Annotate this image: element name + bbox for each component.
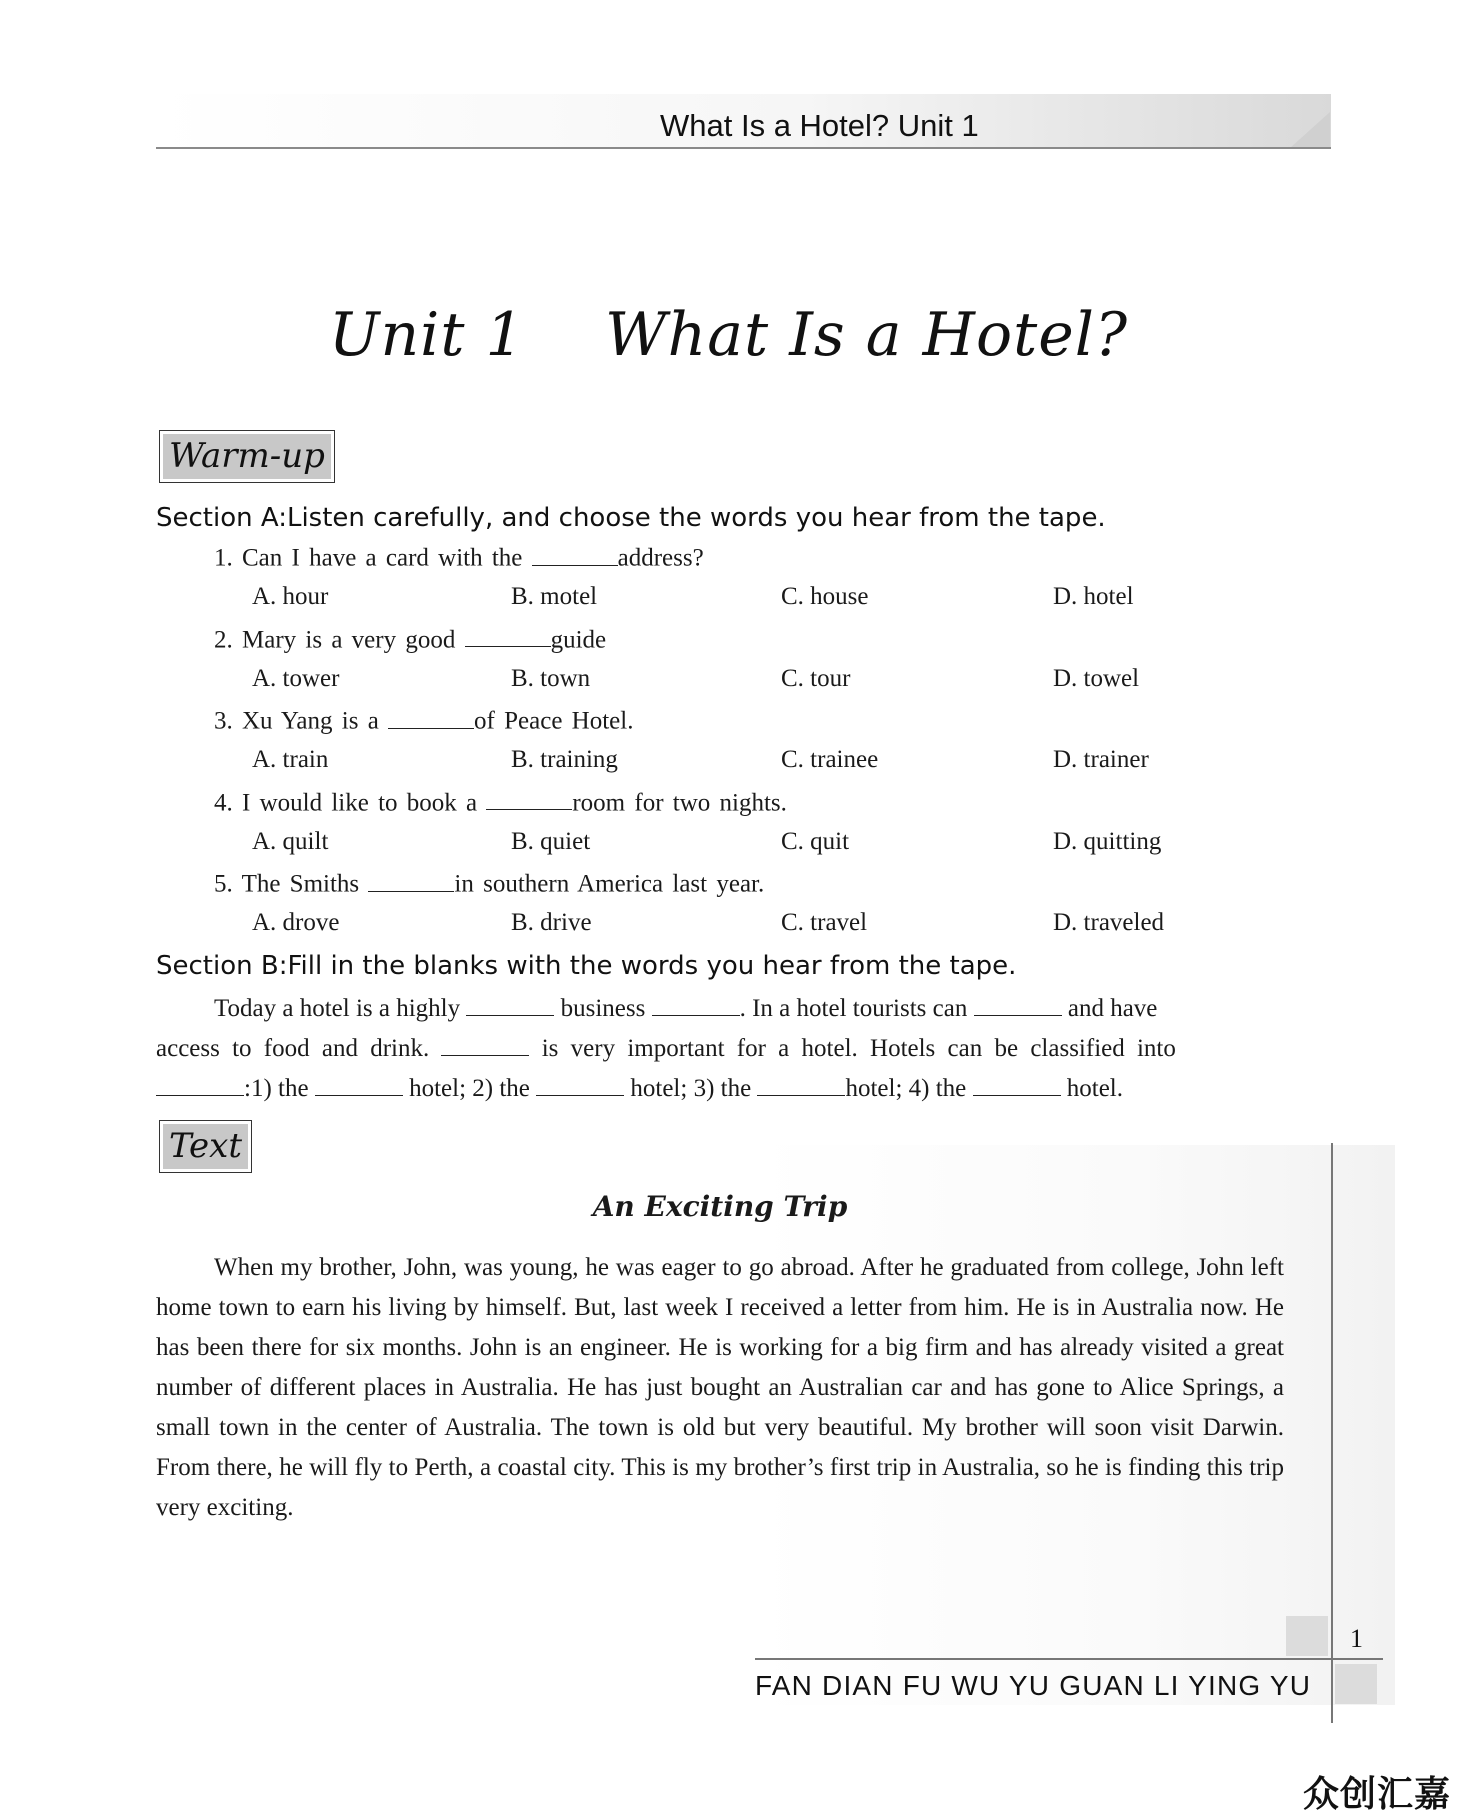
answer-option[interactable]: D. trainer <box>1053 746 1149 773</box>
text-label: Text <box>163 1124 248 1169</box>
answer-option[interactable]: B. quiet <box>511 827 591 855</box>
fill-text: access to food and drink. <box>156 1035 442 1062</box>
answer-option[interactable]: A. quilt <box>252 827 329 855</box>
blank-line <box>156 1073 244 1097</box>
footer-book-title: FAN DIAN FU WU YU GUAN LI YING YU <box>755 1670 1312 1701</box>
question-text: address? <box>617 544 704 572</box>
answer-option[interactable]: D. quitting <box>1053 827 1162 855</box>
fill-text: and have <box>1061 995 1158 1022</box>
footer-horizontal-rule <box>755 1658 1383 1660</box>
question-3 <box>214 705 633 736</box>
question-number: 3. <box>214 707 233 735</box>
header-rule <box>156 147 1331 149</box>
fill-text: Today a hotel is a highly <box>214 995 467 1022</box>
unit-title: Unit 1 What Is a Hotel? <box>328 300 1129 370</box>
blank-line <box>368 868 454 892</box>
fill-text: hotel. <box>1060 1075 1124 1102</box>
answer-option[interactable]: C. trainee <box>781 746 879 773</box>
blank-line <box>388 705 474 729</box>
story-title: An Exciting Trip <box>592 1190 848 1223</box>
question-text: The Smiths <box>241 870 369 898</box>
question-5 <box>214 868 764 899</box>
answer-option[interactable]: B. training <box>511 746 618 773</box>
answer-option[interactable]: A. drove <box>252 909 340 936</box>
fill-text: hotel; 4) the <box>845 1075 973 1102</box>
fill-text: . In a hotel tourists can <box>739 995 974 1022</box>
answer-option[interactable]: A. train <box>252 746 329 773</box>
question-text: Xu Yang is a <box>242 707 389 735</box>
section-b-line-3 <box>156 1069 1284 1109</box>
blank-line <box>466 993 554 1017</box>
question-2 <box>214 624 606 655</box>
answer-option[interactable]: C. quit <box>781 827 850 855</box>
blank-line <box>532 542 618 566</box>
question-number: 1. <box>214 544 233 572</box>
section-b-line-1 <box>156 989 1284 1029</box>
header-corner-decoration <box>1290 112 1330 148</box>
answer-option[interactable]: D. towel <box>1053 664 1140 692</box>
blank-line <box>441 1033 529 1057</box>
blank-line <box>315 1073 403 1097</box>
question-text: Can I have a card with the <box>242 544 532 572</box>
question-number: 2. <box>214 626 233 653</box>
answer-option[interactable]: B. drive <box>511 909 592 936</box>
answer-option[interactable]: A. tower <box>252 664 340 692</box>
question-4 <box>214 787 787 818</box>
blank-line <box>757 1073 845 1097</box>
fill-text: hotel; 2) the <box>402 1075 537 1102</box>
blank-line <box>536 1073 624 1097</box>
section-a-heading: Section A:Listen carefully, and choose the words you hear from the tape. <box>156 503 1106 533</box>
question-text: Mary is a very good <box>242 626 465 653</box>
question-number: 5. <box>214 870 233 898</box>
blank-line <box>465 624 551 648</box>
answer-option[interactable]: C. tour <box>781 664 851 692</box>
footer-square-decoration <box>1335 1664 1377 1704</box>
fill-text: business <box>554 995 652 1022</box>
fill-text: is very important for a hotel. Hotels can be classified into <box>529 1035 1176 1062</box>
section-b-line-2 <box>156 1029 1284 1069</box>
blank-line <box>973 1073 1061 1097</box>
footer-square-decoration <box>1286 1616 1328 1656</box>
answer-option[interactable]: D. hotel <box>1053 583 1134 610</box>
answer-option[interactable]: B. motel <box>511 583 598 610</box>
warmup-label: Warm-up <box>163 434 331 479</box>
blank-line <box>652 993 740 1017</box>
running-header-title: What Is a Hotel? Unit 1 <box>660 108 979 143</box>
page-number: 1 <box>1350 1624 1363 1653</box>
question-number: 4. <box>214 789 233 816</box>
question-text: guide <box>550 626 607 653</box>
story-paragraph: When my brother, John, was young, he was eager to go abroad. After he graduated from college, John left home town to earn his living by himself. But, last week I received a letter from him. He is in Australia now. He has been there for six months. John is an engineer. He is working for a big firm and has already visited a great number of different places in Australia. He has just bought an Australian car and has gone to Alice Springs, a small town in the center of Australia. The town is old but very beautiful. My brother will soon visit Darwin. From there, he will fly to Perth, a coastal city. This is my brother’s first trip in Australia, so he is finding this trip very exciting. <box>156 1254 1284 1521</box>
section-b-heading: Section B:Fill in the blanks with the words you hear from the tape. <box>156 951 1017 981</box>
blank-line <box>486 787 572 811</box>
question-1 <box>214 542 704 573</box>
answer-option[interactable]: B. town <box>511 664 591 692</box>
warmup-label-box <box>159 430 335 483</box>
fill-text: hotel; 3) the <box>624 1075 758 1102</box>
fill-text: :1) the <box>244 1075 315 1102</box>
blank-line <box>974 993 1062 1017</box>
question-text: I would like to book a <box>242 789 487 816</box>
answer-option[interactable]: C. travel <box>781 909 868 936</box>
answer-option[interactable]: C. house <box>781 583 869 610</box>
text-label-box <box>159 1120 252 1173</box>
watermark: 众创汇嘉 <box>1303 1774 1452 1815</box>
footer-vertical-rule <box>1331 1143 1333 1723</box>
question-text: of Peace Hotel. <box>474 707 634 735</box>
answer-option[interactable]: A. hour <box>252 583 329 610</box>
question-text: in southern America last year. <box>454 870 765 898</box>
answer-option[interactable]: D. traveled <box>1053 909 1165 936</box>
question-text: room for two nights. <box>572 789 787 816</box>
